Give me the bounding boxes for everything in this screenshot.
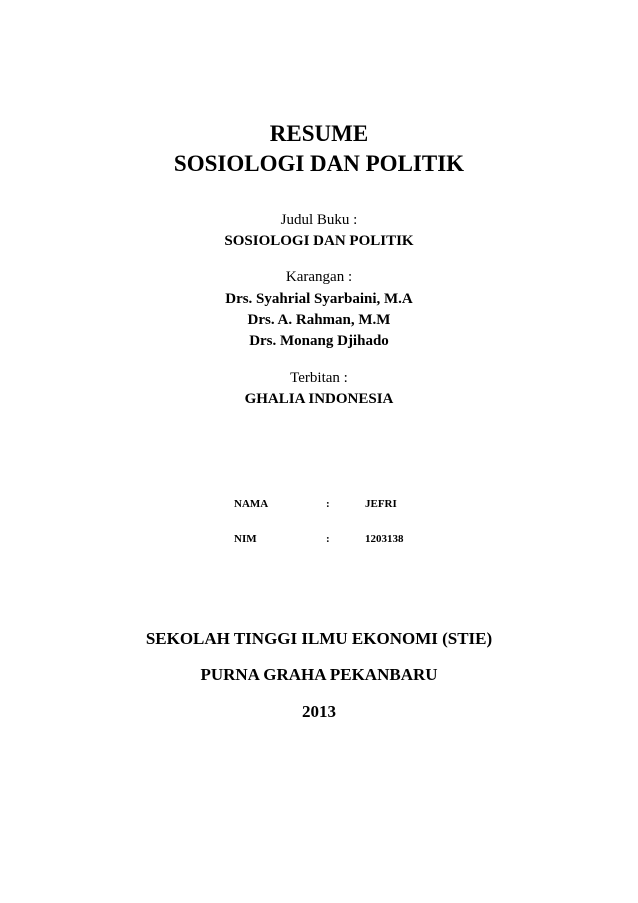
publisher-value: GHALIA INDONESIA bbox=[244, 391, 394, 407]
publisher-label: Terbitan : bbox=[290, 370, 348, 386]
student-name-value: JEFRI bbox=[365, 498, 397, 510]
student-nim-separator: : bbox=[326, 533, 330, 545]
title-resume: RESUME bbox=[269, 121, 369, 146]
student-name-separator: : bbox=[326, 498, 330, 510]
author-name-1: Drs. Syahrial Syarbaini, M.A bbox=[225, 291, 413, 307]
author-name-3: Drs. Monang Djihado bbox=[249, 333, 389, 349]
author-name-2: Drs. A. Rahman, M.M bbox=[247, 312, 391, 328]
student-nim-value: 1203138 bbox=[365, 533, 404, 545]
document-year: 2013 bbox=[302, 702, 336, 721]
book-title-value: SOSIOLOGI DAN POLITIK bbox=[224, 233, 414, 249]
student-name-row bbox=[0, 496, 638, 512]
institution-name: SEKOLAH TINGGI ILMU EKONOMI (STIE) bbox=[145, 629, 493, 648]
student-name-key: NAMA bbox=[234, 498, 269, 510]
authors-label: Karangan : bbox=[285, 269, 353, 285]
student-nim-key: NIM bbox=[234, 533, 257, 545]
institution-location: PURNA GRAHA PEKANBARU bbox=[200, 665, 438, 684]
student-nim-row bbox=[0, 531, 638, 547]
book-title-label: Judul Buku : bbox=[280, 212, 358, 228]
title-subject: SOSIOLOGI DAN POLITIK bbox=[173, 151, 465, 176]
